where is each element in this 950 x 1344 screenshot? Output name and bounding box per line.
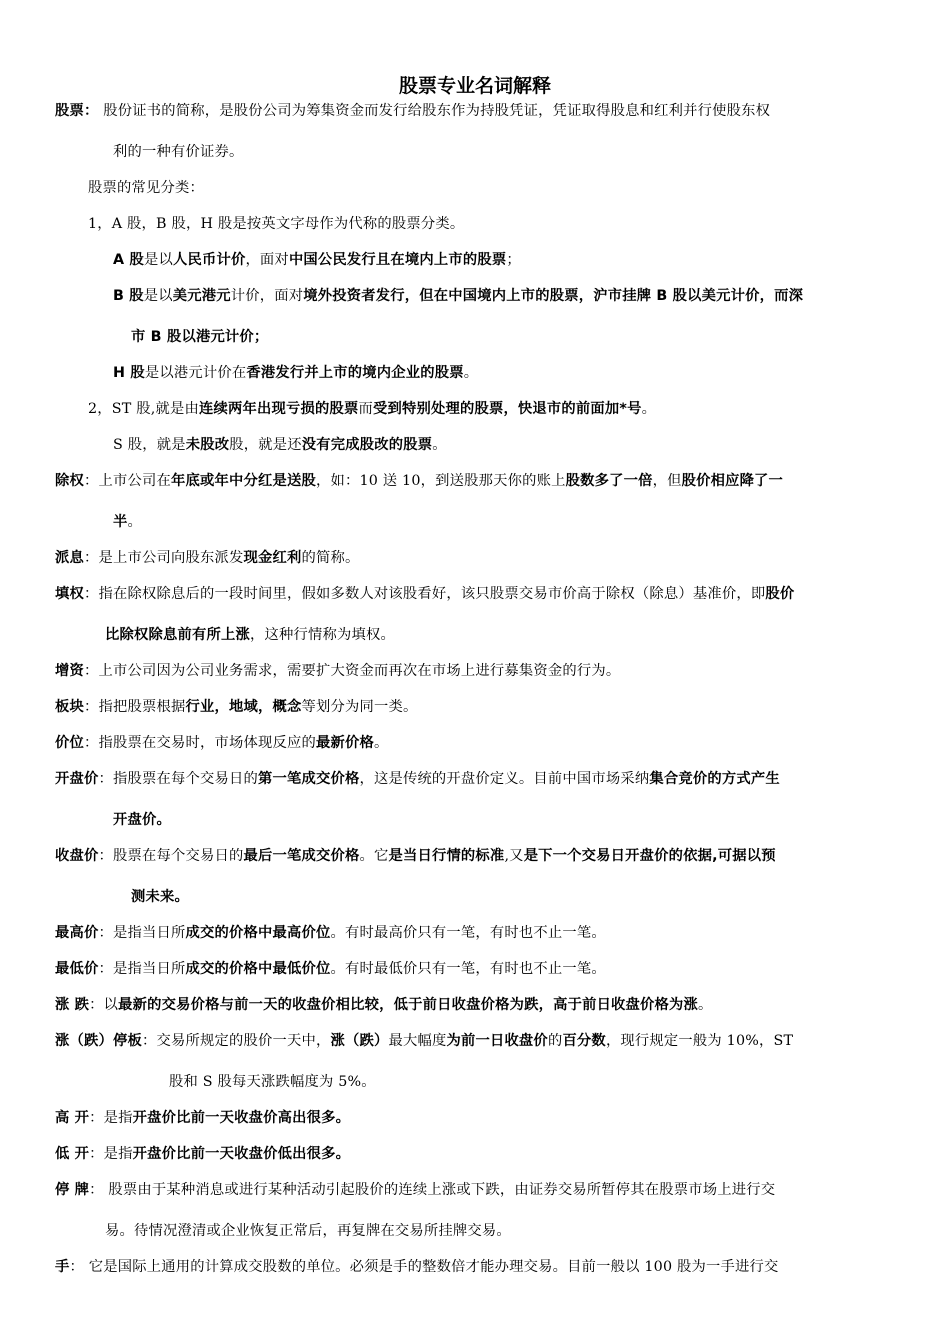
text-run: ：指股票在每个交易日的 [98,771,258,787]
bold-text: 成交的价格中最高价位 [185,925,331,941]
text-run: ：是指 [89,1110,133,1126]
text-run: 。 [698,997,713,1013]
bold-text: 现金红利 [243,550,302,566]
bold-text: 没有完成股改的股票 [301,437,433,453]
bold-text: 第一笔成交价格 [257,771,360,787]
text-line [88,214,464,234]
text-line [105,1221,511,1241]
text-line [55,548,359,568]
text-run: ，这种行情称为填权。 [249,627,395,643]
text-line [55,1257,778,1277]
bold-text: B 股 [113,288,144,304]
text-line [55,584,794,604]
text-line [55,1108,350,1128]
text-line [55,769,780,789]
bold-text: 人民币计价 [172,252,246,268]
text-run: ，如：10 送 10，到送股那天你的账上 [315,473,566,489]
text-run: 而 [358,401,373,417]
text-run: ，但 [652,473,682,489]
text-line [113,512,142,532]
text-line [55,697,417,717]
text-line [55,661,620,681]
text-line [55,846,776,866]
bold-text: 股价相应降了一 [681,473,784,489]
text-run: ，面对 [245,252,289,268]
text-run: 。 [432,437,447,453]
bold-text: H 股 [113,365,145,381]
bold-text: 最高价 [55,925,99,941]
text-run: 。 [127,514,142,530]
text-run: 。有时最低价只有一笔，有时也不止一笔。 [330,961,606,977]
bold-text: 测未来。 [131,889,189,905]
bold-text: 是下一个交易日开盘价的依据,可据以预 [523,848,776,864]
bold-text: 高 开 [55,1110,90,1126]
bold-text: 是当日行情的标准 [388,848,505,864]
text-run: ：是指 [89,1146,133,1162]
bold-text: 板块 [55,699,84,715]
text-line [113,435,447,455]
bold-text: 中国公民发行且在境内上市的股票 [288,252,507,268]
text-line [55,733,388,753]
text-run: ：上市公司因为公司业务需求，需要扩大资金而再次在市场上进行募集资金的行为。 [84,663,621,679]
bold-text: 开盘价比前一天收盘价低出很多。 [132,1146,351,1162]
bold-text: 百分数 [562,1033,606,1049]
bold-text: 连续两年出现亏损的股票 [199,401,359,417]
text-run: ：指股票在交易时，市场体现反应的 [84,735,316,751]
bold-text: 未股改 [185,437,230,453]
text-run: 2，ST 股,就是由 [88,401,199,417]
bold-text: 填权 [55,586,84,602]
text-line [55,1031,793,1051]
text-run: 。 [641,401,657,417]
bold-text: 最后一笔成交价格 [243,848,360,864]
text-run: 的简称。 [301,550,360,566]
bold-text: 除权 [55,473,84,489]
text-line [113,142,243,162]
text-line [88,178,204,198]
text-run: ：指在除权除息后的一段时间里，假如多数人对该股看好，该只股票交易市价高于除权（除息）基准价，即 [84,586,766,602]
text-run: ： 股票由于某种消息或进行某种活动引起股价的连续上涨或下跌，由证券交易所暂停其在股票市场上进行交 [89,1182,776,1198]
text-line [55,1180,775,1200]
bold-text: 最低价 [55,961,99,977]
text-line [55,959,606,979]
text-run: ，这是传统的开盘价定义。目前中国市场采纳 [359,771,650,787]
text-run: 股票的常见分类： [88,180,204,196]
text-line [113,250,521,270]
text-run: 1，A 股，B 股，H 股是按英文字母作为代称的股票分类。 [88,216,465,232]
bold-text: 美元港元 [172,288,231,304]
bold-text: 香港发行并上市的境内企业的股票 [246,365,464,381]
bold-text: 股数多了一倍 [565,473,653,489]
text-line [131,327,268,347]
text-line [55,923,606,943]
text-run: ； [506,252,521,268]
text-line [113,363,478,383]
bold-text: 比除权除息前有所上涨 [105,627,250,643]
bold-text: 派息 [55,550,84,566]
text-line [169,1072,376,1092]
bold-text: 开盘价比前一天收盘价高出很多。 [132,1110,351,1126]
bold-text: 集合竞价的方式产生 [649,771,780,787]
bold-text: 涨 跌 [55,997,90,1013]
text-run: 。它 [359,848,389,864]
text-run: 易。待情况澄清或企业恢复正常后，再复牌在交易所挂牌交易。 [105,1223,511,1239]
text-line [55,101,770,121]
bold-text: 受到特别处理的股票，快退市的前面加*号 [372,401,642,417]
bold-text: 涨（跌） [330,1033,389,1049]
page-title: 股票专业名词解释 [398,75,551,97]
text-run: 的 [547,1033,563,1049]
text-run: ，现行规定一般为 10%，ST [605,1033,794,1049]
text-line [113,286,803,306]
text-run: ：是上市公司向股东派发 [84,550,244,566]
bold-text: 股票： [55,103,99,119]
text-run: ：是指当日所 [98,961,186,977]
text-run: 等划分为同一类。 [301,699,418,715]
bold-text: 停 牌 [55,1182,90,1198]
text-line [131,887,189,907]
text-run: 最大幅度 [388,1033,447,1049]
bold-text: 收盘价 [55,848,99,864]
bold-text: 行业，地域，概念 [185,699,302,715]
text-run: ：以 [89,997,119,1013]
bold-text: 涨（跌）停板 [55,1033,142,1049]
text-run: 股和 S 股每天涨跌幅度为 5%。 [169,1074,376,1090]
text-run: ：指把股票根据 [84,699,186,715]
text-run: 。有时最高价只有一笔，有时也不止一笔。 [330,925,606,941]
text-line [105,625,395,645]
bold-text: 开盘价 [55,771,99,787]
text-run: 。 [463,365,479,381]
bold-text: 最新的交易价格与前一天的收盘价相比较，低于前日收盘价格为跌，高于前日收盘价格为涨 [118,997,699,1013]
text-run: 。 [373,735,389,751]
text-line [113,810,171,830]
bold-text: 为前一日收盘价 [446,1033,548,1049]
bold-text: 成交的价格中最低价位 [185,961,331,977]
text-line [55,995,713,1015]
bold-text: 年底或年中分红是送股 [170,473,316,489]
text-run: 是以 [143,288,173,304]
text-run: ：是指当日所 [98,925,186,941]
text-run: 股份证书的简称，是股份公司为筹集资金而发行给股东作为持股凭证，凭证取得股息和红利并行使股东权 [98,103,771,119]
text-run: ： 它是国际上通用的计算成交股数的单位。必须是手的整数倍才能办理交易。目前一般以 100 股为一手进行交 [69,1259,779,1275]
text-run: ：交易所规定的股价一天中， [141,1033,331,1049]
text-run: 计价，面对 [230,288,304,304]
text-run: 利的一种有价证券。 [113,144,244,160]
text-run: 股，就是还 [229,437,302,453]
bold-text: 境外投资者发行，但在中国境内上市的股票，沪市挂牌 B 股以美元计价，而深 [303,288,804,304]
bold-text: 增资 [55,663,84,679]
bold-text: 半 [113,514,128,530]
text-run: 是以 [143,252,173,268]
text-run: ,又 [504,848,524,864]
bold-text: 价位 [55,735,84,751]
text-line [55,1144,350,1164]
text-run: ：上市公司在 [84,473,171,489]
bold-text: 低 开 [55,1146,90,1162]
bold-text: 开盘价。 [113,812,171,828]
text-run: S 股，就是 [113,437,186,453]
text-line [88,399,656,419]
text-run: ：股票在每个交易日的 [98,848,244,864]
bold-text: A 股 [113,252,144,268]
bold-text: 市 B 股以港元计价； [131,329,269,345]
bold-text: 手 [55,1259,70,1275]
bold-text: 股价 [765,586,795,602]
text-line [55,471,783,491]
text-run: 是以港元计价在 [144,365,247,381]
bold-text: 最新价格 [315,735,374,751]
